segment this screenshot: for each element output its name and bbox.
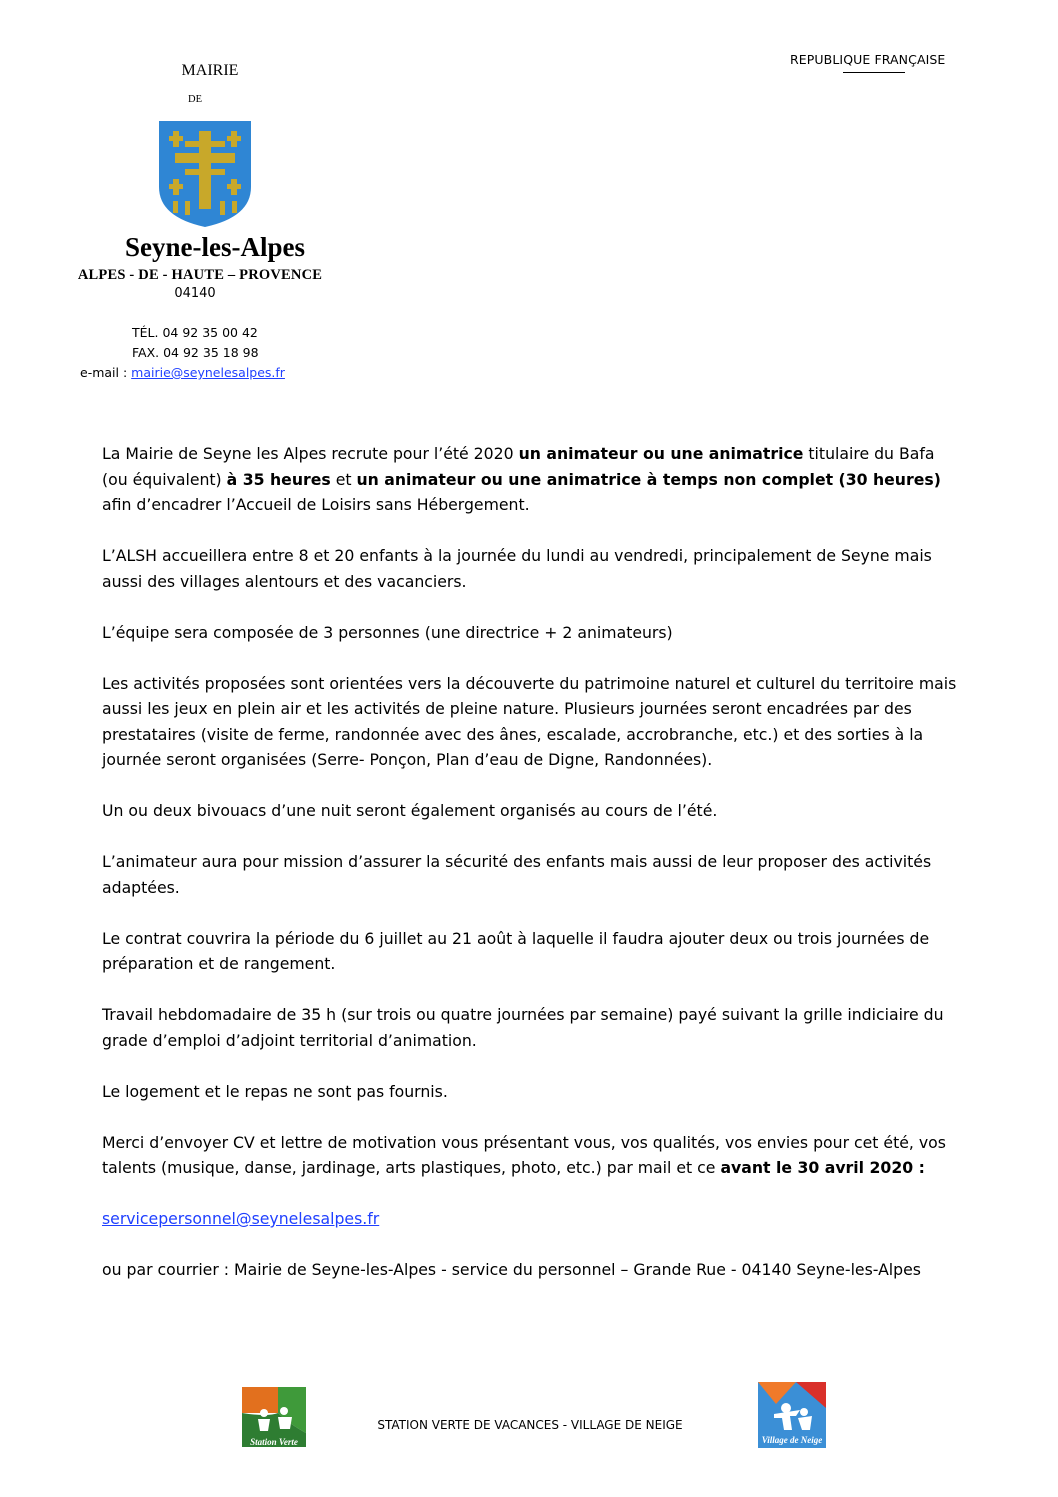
paragraph-mission: L’animateur aura pour mission d’assurer la sécurité des enfants mais aussi de leur proposer des activités adaptées. <box>102 852 932 897</box>
email-line <box>80 365 285 380</box>
personnel-email-link[interactable]: servicepersonnel@seynelesalpes.fr <box>102 1209 380 1228</box>
paragraph-team: L’équipe sera composée de 3 personnes (une directrice + 2 animateurs) <box>102 622 673 642</box>
paragraph-application <box>102 1130 962 1181</box>
svg-text:Station Verte: Station Verte <box>250 1437 298 1447</box>
footer-label: STATION VERTE DE VACANCES - VILLAGE DE NEIGE <box>377 1418 683 1432</box>
paragraph-intro <box>102 441 962 518</box>
email-label: e-mail : <box>80 365 132 380</box>
paragraph-contract: Le contrat couvrira la période du 6 juillet au 21 août à laquelle il faudra ajouter deux ou trois journées de préparation et de rangement. <box>102 928 930 973</box>
coat-of-arms-icon <box>155 117 255 230</box>
station-verte-logo-icon <box>238 1383 310 1451</box>
application-text: Merci d’envoyer CV et lettre de motivation vous présentant vous, vos qualités, vos envies pour cet été, vos talents (musique, danse, jardinage, arts plastiques, photo, etc.) par mail et ce <box>102 1132 946 1177</box>
application-deadline: avant le 30 avril 2020 : <box>720 1158 925 1177</box>
paragraph-activities: Les activités proposées sont orientées vers la découverte du patrimoine naturel et culturel du territoire mais aussi les jeux en plein air et les activités de pleine nature. Plusieurs journées seront encadrées par des prestataires (visite de ferme, randonnée avec des ânes, escalade, accrobranche, etc.) et des sorties à la journée seront organisées (Serre- Ponçon, Plan d’eau de Digne, Randonnées). <box>102 673 957 769</box>
de-label: DE <box>188 94 202 105</box>
letter-body <box>102 441 962 1308</box>
paragraph-postal: ou par courrier : Mairie de Seyne-les-Alpes - service du personnel – Grande Rue - 04140 Seyne-les-Alpes <box>102 1260 921 1279</box>
telephone: TÉL. 04 92 35 00 42 <box>132 325 258 340</box>
intro-text: La Mairie de Seyne les Alpes recrute pour l’été 2020 <box>102 444 519 463</box>
intro-bold-position: un animateur ou une animatrice <box>518 444 804 463</box>
fax: FAX. 04 92 35 18 98 <box>132 345 259 360</box>
mairie-label: MAIRIE <box>181 62 239 79</box>
town-name: Seyne-les-Alpes <box>125 232 305 262</box>
intro-text: titulaire du Bafa (ou équivalent) <box>102 444 935 489</box>
republique-francaise-label: REPUBLIQUE FRANÇAISE <box>790 52 946 67</box>
intro-text: et <box>330 469 357 489</box>
paragraph-housing: Le logement et le repas ne sont pas fournis. <box>102 1081 448 1101</box>
paragraph-alsh: L’ALSH accueillera entre 8 et 20 enfants à la journée du lundi au vendredi, principalement de Seyne mais aussi des villages alentours et des vacanciers. <box>102 546 932 591</box>
paragraph-bivouacs: Un ou deux bivouacs d’une nuit seront également organisés au cours de l’été. <box>102 801 718 820</box>
paragraph-work-hours: Travail hebdomadaire de 35 h (sur trois ou quatre journées par semaine) payé suivant la grille indiciaire du grade d’emploi d’adjoint territorial d’animation. <box>102 1005 944 1050</box>
svg-text:Village de Neige: Village de Neige <box>761 1435 823 1445</box>
intro-bold-part-time: un animateur ou une animatrice à temps non complet (30 heures) <box>356 469 941 489</box>
village-de-neige-logo-icon <box>756 1380 828 1450</box>
mairie-email-link[interactable]: mairie@seynelesalpes.fr <box>131 365 285 380</box>
paragraph-email <box>102 1206 962 1232</box>
intro-text: afin d’encadrer l’Accueil de Loisirs sans Hébergement. <box>102 495 530 514</box>
header-underline <box>843 72 905 73</box>
postcode: 04140 <box>174 286 216 301</box>
intro-bold-hours: à 35 heures <box>226 469 331 489</box>
department-name: ALPES - DE - HAUTE – PROVENCE <box>77 267 323 283</box>
